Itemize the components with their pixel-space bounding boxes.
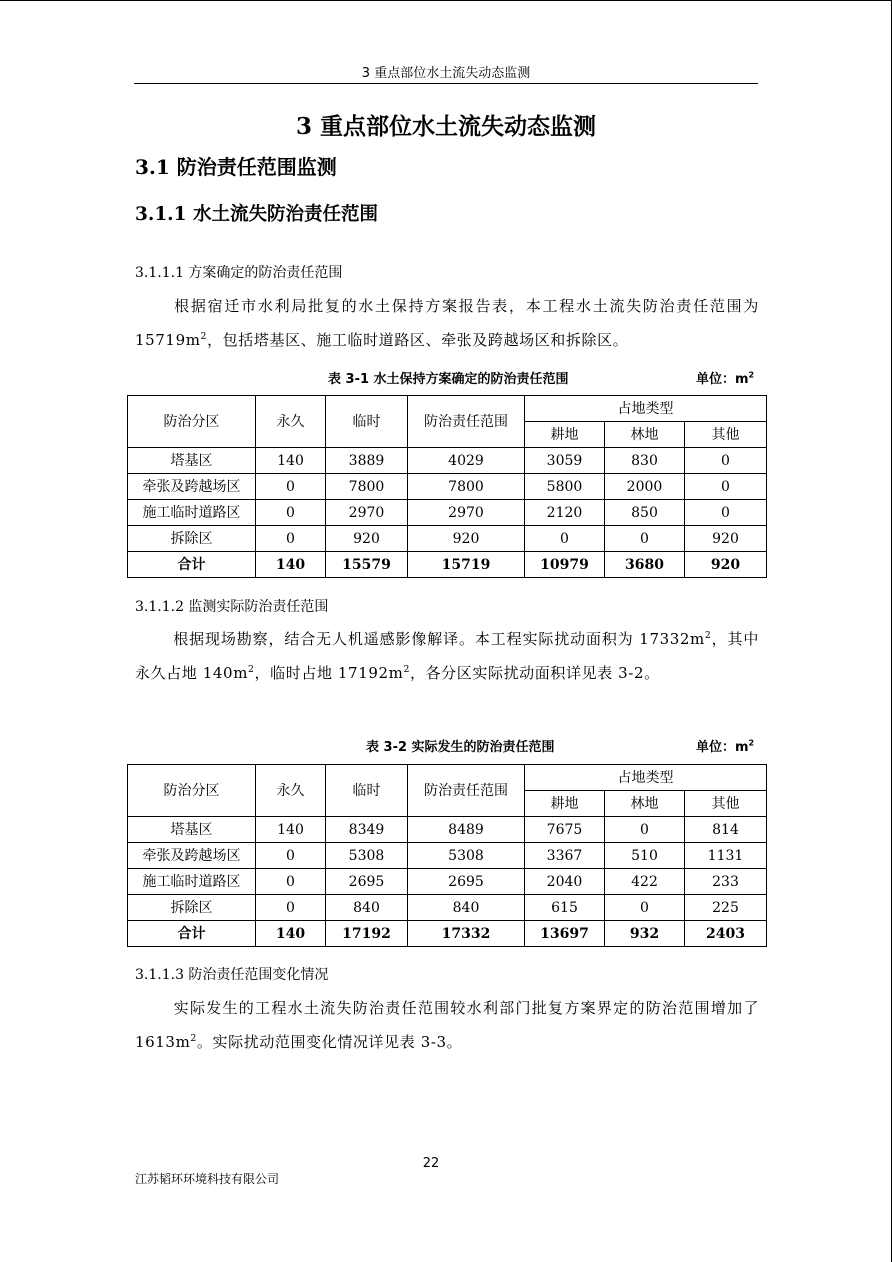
table1-caption: 表 3-1 水土保持方案确定的防治责任范围 [328, 372, 569, 387]
subsection-heading: 3.1.1 水土流失防治责任范围 [135, 204, 378, 225]
table-row [128, 843, 767, 869]
table-cell: 13697 [525, 921, 605, 947]
table-total-row [128, 921, 767, 947]
table-cell: 15719 [408, 552, 525, 578]
table-row [128, 869, 767, 895]
table-cell: 2970 [408, 500, 525, 526]
table2-header-total: 防治责任范围 [408, 765, 525, 817]
table2-unit: 单位：$m^2$ [696, 738, 755, 755]
table-cell: 施工临时道路区 [128, 500, 256, 526]
table1-header-zone: 防治分区 [128, 396, 256, 448]
table-cell: 615 [525, 895, 605, 921]
table-cell: 17332 [408, 921, 525, 947]
table-cell: 0 [256, 895, 326, 921]
table-cell: 233 [685, 869, 767, 895]
table-cell: 8349 [326, 817, 408, 843]
table-cell: 3059 [525, 448, 605, 474]
table-cell: 施工临时道路区 [128, 869, 256, 895]
table-cell: 0 [256, 843, 326, 869]
footer-company: 江苏韬环环境科技有限公司 [135, 1172, 280, 1186]
table1-header-permanent: 永久 [256, 396, 326, 448]
table-cell: 2040 [525, 869, 605, 895]
part1-heading: 3.1.1.1 方案确定的防治责任范围 [135, 265, 343, 281]
table-cell: 17192 [326, 921, 408, 947]
table2-header-zone: 防治分区 [128, 765, 256, 817]
table-cell: 0 [685, 500, 767, 526]
table-cell: 3889 [326, 448, 408, 474]
table-cell: 920 [685, 552, 767, 578]
table-cell: 2970 [326, 500, 408, 526]
table-cell: 5308 [326, 843, 408, 869]
table-cell: 2000 [605, 474, 685, 500]
table1-header-farmland: 耕地 [525, 422, 605, 448]
table-cell: 合计 [128, 921, 256, 947]
table-cell: 140 [256, 448, 326, 474]
table-cell: 15579 [326, 552, 408, 578]
table-cell: 拆除区 [128, 526, 256, 552]
table-cell: 920 [408, 526, 525, 552]
table-cell: 2120 [525, 500, 605, 526]
table2-caption: 表 3-2 实际发生的防治责任范围 [366, 740, 555, 755]
table1-header-total: 防治责任范围 [408, 396, 525, 448]
table-cell: 0 [685, 474, 767, 500]
header-rule [134, 83, 758, 84]
table-row [128, 817, 767, 843]
running-header: 3 重点部位水土流失动态监测 [361, 66, 531, 81]
table-cell: 0 [256, 500, 326, 526]
table-cell: 7800 [326, 474, 408, 500]
table-cell: 140 [256, 552, 326, 578]
table-cell: 0 [605, 895, 685, 921]
table-cell: 422 [605, 869, 685, 895]
part3-paragraph: 实际发生的工程水土流失防治责任范围较水利部门批复方案界定的防治范围增加了 $1613m^2$。实际扰动范围变化情况详见表 3-3。 [135, 999, 759, 1051]
table-cell: 225 [685, 895, 767, 921]
table1-header-other: 其他 [685, 422, 767, 448]
table-cell: 7675 [525, 817, 605, 843]
table1-header-land-type: 占地类型 [525, 396, 767, 422]
table-cell: 拆除区 [128, 895, 256, 921]
table1-header-temporary: 临时 [326, 396, 408, 448]
table-cell: 牵张及跨越场区 [128, 843, 256, 869]
table2-header-forest: 林地 [605, 791, 685, 817]
table-cell: 920 [685, 526, 767, 552]
table-cell: 3367 [525, 843, 605, 869]
table-cell: 0 [256, 526, 326, 552]
table-total-row [128, 552, 767, 578]
table-cell: 140 [256, 817, 326, 843]
table-cell: 合计 [128, 552, 256, 578]
part3-heading: 3.1.1.3 防治责任范围变化情况 [135, 967, 329, 983]
table-cell: 0 [685, 448, 767, 474]
table2-header-farmland: 耕地 [525, 791, 605, 817]
table-cell: 塔基区 [128, 817, 256, 843]
table-row [128, 500, 767, 526]
table-cell: 840 [408, 895, 525, 921]
page-number: 22 [422, 1156, 440, 1171]
table-cell: 920 [326, 526, 408, 552]
table-row [128, 474, 767, 500]
table-cell: 5308 [408, 843, 525, 869]
table-cell: 10979 [525, 552, 605, 578]
table-cell: 814 [685, 817, 767, 843]
table-cell: 140 [256, 921, 326, 947]
part2-heading: 3.1.1.2 监测实际防治责任范围 [135, 599, 329, 615]
table-cell: 2403 [685, 921, 767, 947]
table-cell: 0 [605, 817, 685, 843]
table-cell: 0 [256, 474, 326, 500]
table1-unit: 单位：$m^2$ [696, 370, 755, 387]
table-cell: 830 [605, 448, 685, 474]
table-cell: 0 [525, 526, 605, 552]
table-cell: 840 [326, 895, 408, 921]
table-cell: 0 [256, 869, 326, 895]
table2-header-land-type: 占地类型 [525, 765, 767, 791]
table-cell: 3680 [605, 552, 685, 578]
part2-paragraph: 根据现场勘察，结合无人机遥感影像解译。本工程实际扰动面积为 $17332m^2$，其中永久占地 $140m^2$，临时占地 $17192m^2$，各分区实际扰动面积详见表 3-2。 [135, 630, 760, 682]
part1-paragraph: 根据宿迁市水利局批复的水土保持方案报告表，本工程水土流失防治责任范围为 $15719m^2$，包括塔基区、施工临时道路区、牵张及跨越场区和拆除区。 [135, 297, 759, 349]
table2-header-permanent: 永久 [256, 765, 326, 817]
table-cell: 1131 [685, 843, 767, 869]
chapter-heading: 3 重点部位水土流失动态监测 [295, 113, 596, 140]
table-cell: 牵张及跨越场区 [128, 474, 256, 500]
table-cell: 0 [605, 526, 685, 552]
table-cell: 4029 [408, 448, 525, 474]
table-cell: 2695 [408, 869, 525, 895]
table-cell: 5800 [525, 474, 605, 500]
table-cell: 932 [605, 921, 685, 947]
table-cell: 850 [605, 500, 685, 526]
table-cell: 8489 [408, 817, 525, 843]
table-cell: 510 [605, 843, 685, 869]
table2 [127, 764, 767, 947]
table-cell: 塔基区 [128, 448, 256, 474]
table2-header-temporary: 临时 [326, 765, 408, 817]
table-row [128, 526, 767, 552]
table2-header-other: 其他 [685, 791, 767, 817]
page-border-top [0, 0, 892, 1]
table-cell: 2695 [326, 869, 408, 895]
table-cell: 7800 [408, 474, 525, 500]
table1-header-forest: 林地 [605, 422, 685, 448]
table-row [128, 448, 767, 474]
table-row [128, 895, 767, 921]
section-heading: 3.1 防治责任范围监测 [135, 155, 337, 179]
table1 [127, 395, 767, 578]
